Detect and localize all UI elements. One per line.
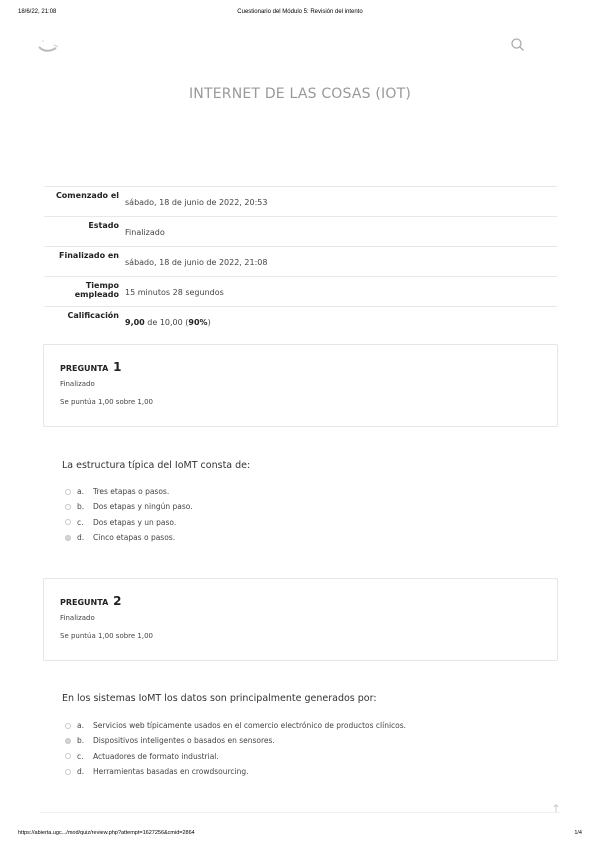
radio-icon[interactable]	[65, 489, 71, 495]
summary-row-state	[44, 216, 557, 246]
answer-letter: b.	[77, 736, 85, 746]
answer-option[interactable]	[65, 749, 406, 764]
radio-icon[interactable]	[65, 753, 71, 759]
answer-text: Servicios web típicamente usados en el comercio electrónico de productos clínicos.	[93, 721, 407, 731]
question-grade: Se puntúa 1,00 sobre 1,00	[60, 632, 154, 640]
divider	[40, 812, 560, 813]
summary-label: Calificación	[67, 311, 119, 320]
question-label: PREGUNTA	[60, 598, 109, 607]
question-grade: Se puntúa 1,00 sobre 1,00	[60, 398, 154, 406]
radio-icon[interactable]	[65, 519, 71, 525]
radio-checked-icon[interactable]	[65, 738, 71, 744]
summary-value: 15 minutos 28 segundos	[125, 288, 224, 297]
answer-letter: d.	[77, 533, 85, 543]
answer-list-2	[65, 718, 406, 779]
answer-letter: b.	[77, 502, 85, 512]
summary-label: Tiempo empleado	[74, 281, 119, 299]
print-url: https://abierta.ugc.../mod/quiz/review.php?attempt=1627256&cmid=2864	[18, 830, 195, 836]
summary-label: Estado	[88, 221, 119, 230]
print-datetime: 18/6/22, 21:08	[18, 9, 57, 15]
scroll-to-top-icon[interactable]: ↑	[551, 802, 562, 816]
answer-text: Dos etapas y ningún paso.	[93, 502, 193, 512]
grade-end: )	[207, 318, 211, 327]
question-info-card-1	[43, 344, 558, 427]
answer-text: Cinco etapas o pasos.	[93, 533, 176, 543]
summary-value: Finalizado	[125, 228, 165, 237]
grade-percent: 90%	[188, 318, 208, 327]
radio-icon[interactable]	[65, 769, 71, 775]
question-text-2: En los sistemas IoMT los datos son principalmente generados por:	[62, 693, 377, 704]
summary-value: sábado, 18 de junio de 2022, 20:53	[125, 198, 268, 207]
summary-label: Comenzado el	[55, 191, 119, 200]
answer-letter: c.	[77, 751, 84, 761]
answer-letter: d.	[77, 767, 85, 777]
answer-text: Herramientas basadas en crowdsourcing.	[93, 767, 249, 777]
question-number: 1	[113, 360, 122, 374]
summary-row-finished	[44, 246, 557, 276]
grade-score: 9,00	[125, 318, 145, 327]
course-title: INTERNET DE LAS COSAS (IOT)	[188, 86, 412, 102]
question-info-card-2	[43, 578, 558, 661]
answer-list-1	[65, 484, 193, 545]
question-label: PREGUNTA	[60, 364, 109, 373]
question-state: Finalizado	[60, 614, 95, 622]
question-state: Finalizado	[60, 380, 95, 388]
summary-row-started	[44, 186, 557, 216]
answer-option[interactable]	[65, 764, 406, 779]
search-icon[interactable]	[510, 37, 526, 53]
answer-letter: a.	[77, 487, 84, 497]
answer-option[interactable]	[65, 515, 193, 530]
radio-icon[interactable]	[65, 504, 71, 510]
question-title	[60, 594, 121, 608]
answer-letter: c.	[77, 517, 84, 527]
summary-value: sábado, 18 de junio de 2022, 21:08	[125, 258, 268, 267]
answer-option[interactable]	[65, 484, 193, 499]
summary-value	[119, 307, 211, 336]
question-title	[60, 360, 121, 374]
answer-option[interactable]	[65, 718, 406, 733]
summary-label: Finalizado en	[59, 251, 119, 260]
print-title: Cuestionario del Módulo 5: Revisión del intento	[237, 9, 363, 15]
radio-checked-icon[interactable]	[65, 535, 71, 541]
answer-option[interactable]	[65, 499, 193, 514]
answer-option-selected[interactable]	[65, 530, 193, 545]
answer-text: Actuadores de formato industrial.	[93, 751, 219, 761]
question-number: 2	[113, 594, 122, 608]
answer-text: Dispositivos inteligentes o basados en sensores.	[93, 736, 275, 746]
summary-row-time	[44, 276, 557, 306]
grade-middle: de 10,00 (	[144, 318, 189, 327]
logo-icon[interactable]	[34, 38, 62, 56]
print-page-number: 1/4	[574, 830, 582, 836]
question-text-1: La estructura típica del IoMT consta de:	[62, 460, 251, 471]
answer-option-selected[interactable]	[65, 733, 406, 748]
summary-row-grade	[44, 306, 557, 336]
answer-text: Dos etapas y un paso.	[93, 517, 177, 527]
answer-text: Tres etapas o pasos.	[93, 487, 170, 497]
answer-letter: a.	[77, 721, 84, 731]
radio-icon[interactable]	[65, 723, 71, 729]
attempt-summary	[44, 186, 557, 336]
